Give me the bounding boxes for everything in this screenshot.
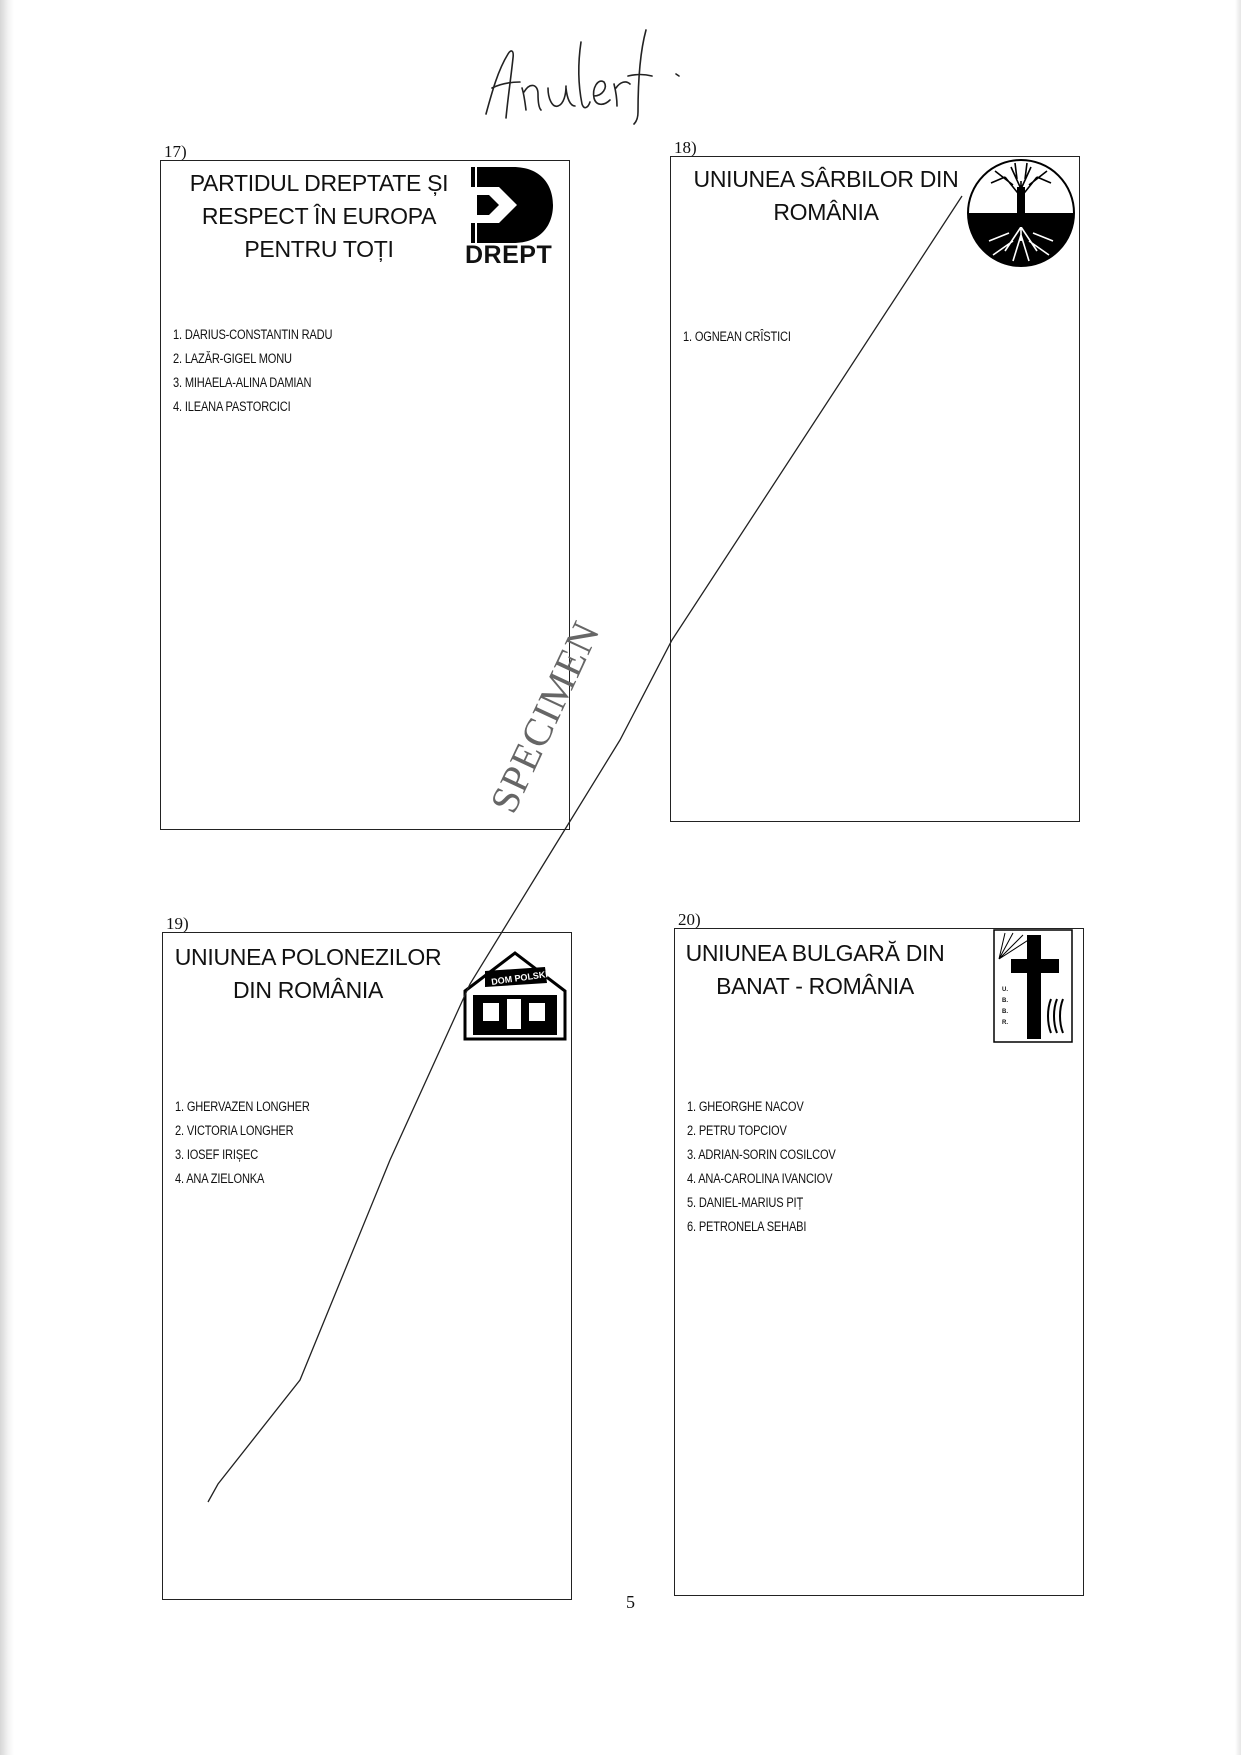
drept-arrow-logo xyxy=(463,165,559,269)
panel-number-17: 17) xyxy=(164,142,187,161)
candidate-item: 3. ADRIAN-SORIN COSILCOV xyxy=(687,1147,836,1162)
specimen-watermark: SPECIMEN xyxy=(480,613,609,820)
panel-number-20: 20) xyxy=(678,910,701,929)
logo-letter: B. xyxy=(1002,998,1008,1004)
candidate-list xyxy=(687,1095,836,1239)
logo-letter: R. xyxy=(1002,1020,1008,1026)
candidate-item: 2. PETRU TOPCIOV xyxy=(687,1123,787,1138)
candidate-item: 4. ILEANA PASTORCICI xyxy=(173,399,291,414)
panel-number-18: 18) xyxy=(674,138,697,157)
party-name xyxy=(173,941,443,1007)
ballot-panel-20[interactable] xyxy=(674,928,1084,1596)
logo-letter: B. xyxy=(1002,1009,1008,1015)
logo-letter: U. xyxy=(1002,987,1008,993)
party-name-line: UNIUNEA SÂRBILOR DIN xyxy=(693,166,959,192)
party-name-line: UNIUNEA BULGARĂ DIN xyxy=(685,940,945,966)
page-number: 5 xyxy=(626,1592,635,1612)
ballot-panel-17[interactable] xyxy=(160,160,570,830)
panel-number-19: 19) xyxy=(166,914,189,933)
house-icon xyxy=(463,949,567,1041)
candidate-item: 2. LAZĂR-GIGEL MONU xyxy=(173,351,292,366)
candidate-item: 1. DARIUS-CONSTANTIN RADU xyxy=(173,327,333,342)
candidate-item: 1. OGNEAN CRÎSTICI xyxy=(683,329,791,344)
candidate-item: 1. GHERVAZEN LONGHER xyxy=(175,1099,310,1114)
party-name xyxy=(169,167,469,266)
candidate-item: 6. PETRONELA SEHABI xyxy=(687,1219,807,1234)
candidate-item: 5. DANIEL-MARIUS PIȚ xyxy=(687,1195,804,1210)
candidate-item: 4. ANA-CAROLINA IVANCIOV xyxy=(687,1171,833,1186)
house-logo xyxy=(463,949,567,1041)
candidate-list xyxy=(683,325,791,349)
party-name-line: ROMÂNIA xyxy=(773,199,879,225)
party-name-line: RESPECT ÎN EUROPA xyxy=(201,203,437,229)
ballot-panel-18[interactable] xyxy=(670,156,1080,822)
party-name-line: PARTIDUL DREPTATE ȘI xyxy=(189,170,449,196)
scan-edge-shadow-right xyxy=(1235,0,1241,1755)
scan-edge-shadow xyxy=(0,0,14,1755)
candidate-item: 3. IOSEF IRIȘEC xyxy=(175,1147,259,1162)
ubbr-letters xyxy=(1001,985,1009,1029)
candidate-item: 2. VICTORIA LONGHER xyxy=(175,1123,294,1138)
candidate-item: 4. ANA ZIELONKA xyxy=(175,1171,265,1186)
candidate-list xyxy=(175,1095,310,1191)
candidate-item: 1. GHEORGHE NACOV xyxy=(687,1099,804,1114)
handwritten-annulled-note xyxy=(478,22,708,132)
party-name-line: BANAT - ROMÂNIA xyxy=(716,973,914,999)
dom-polski-text: DOM POLSKI xyxy=(490,969,549,987)
cross-sun-logo xyxy=(993,929,1073,1043)
party-name-line: DIN ROMÂNIA xyxy=(232,977,384,1003)
candidate-list xyxy=(173,323,332,419)
party-name xyxy=(683,937,947,1003)
party-name-line: UNIUNEA POLONEZILOR xyxy=(174,944,442,970)
tree-roots-logo xyxy=(965,157,1077,269)
drept-arrow-icon xyxy=(463,165,559,245)
candidate-item: 3. MIHAELA-ALINA DAMIAN xyxy=(173,375,312,390)
drept-logo-text: DREPT xyxy=(465,241,553,269)
party-name xyxy=(679,163,973,229)
ballot-panel-19[interactable] xyxy=(162,932,572,1600)
party-name-line: PENTRU TOȚI xyxy=(244,236,394,262)
tree-roots-icon xyxy=(965,157,1077,269)
